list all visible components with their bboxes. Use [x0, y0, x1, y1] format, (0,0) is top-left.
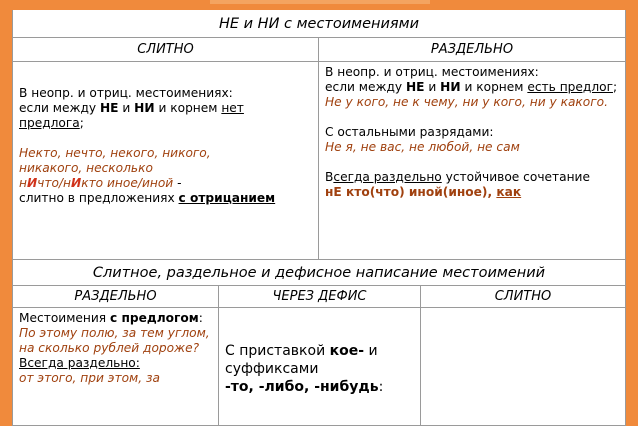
- text: как: [496, 185, 522, 199]
- text: С приставкой: [225, 343, 330, 359]
- right-example-1: [325, 95, 619, 110]
- text: Некто, нечто, некого, никого,: [19, 146, 211, 160]
- text: НИ: [134, 101, 155, 115]
- text: если между: [325, 80, 406, 94]
- text: НИ: [440, 80, 461, 94]
- text: устойчивое сочетание: [441, 170, 590, 184]
- text: В неопр. и отриц. местоимениях:: [19, 86, 233, 100]
- text: -то, -либо, -нибудь: [225, 379, 379, 395]
- text: и корнем: [154, 101, 222, 115]
- header2-defis: [219, 286, 421, 308]
- header-razdelno: [319, 38, 626, 62]
- text: н: [19, 176, 27, 190]
- right-rules-cell: [319, 62, 626, 260]
- table-title: [12, 10, 626, 38]
- text: с отрицанием: [178, 191, 276, 205]
- text: С остальными разрядами:: [325, 125, 494, 139]
- rules-table: [12, 10, 626, 426]
- text: И: [26, 176, 38, 190]
- header-slitno: [12, 38, 319, 62]
- text: Местоимения: [19, 311, 110, 325]
- top-decoration: [210, 0, 430, 4]
- text: :: [198, 311, 203, 325]
- text: есть предлог: [527, 80, 613, 94]
- left-rules-cell: [12, 62, 319, 260]
- sep-cell: [12, 308, 219, 426]
- hyph-cell: [219, 308, 421, 426]
- header2-slitno: [421, 286, 626, 308]
- text: кое-: [329, 343, 365, 359]
- right-example-2: [325, 140, 619, 155]
- sep-example-2: [19, 371, 212, 386]
- section2-title-text: Слитное, раздельное и дефисное написание местоимений: [92, 264, 546, 281]
- left-rule-2: [19, 191, 312, 206]
- text: ;: [612, 80, 618, 94]
- header2-razdelno: [12, 286, 219, 308]
- left-examples: [19, 146, 312, 191]
- right-rule-2: [325, 125, 619, 140]
- text: По этому полю, за тем углом, на сколько рублей дороже?: [19, 326, 210, 355]
- text: Всегда раздельно:: [19, 356, 140, 370]
- text: никакого, несколько: [19, 161, 153, 175]
- text: И: [71, 176, 82, 190]
- table-title-text: НЕ и НИ с местоимениями: [218, 15, 420, 32]
- header2-razdelno-label: РАЗДЕЛЬНО: [74, 289, 157, 304]
- text: и: [118, 101, 135, 115]
- text: кто иное/иной: [81, 176, 174, 190]
- text: сегда раздельно: [333, 170, 442, 184]
- text: слитно в предложениях: [19, 191, 179, 205]
- right-rule-3: [325, 170, 619, 200]
- sep-example-1: [19, 326, 212, 356]
- header-slitno-label: СЛИТНО: [137, 42, 194, 57]
- text: :: [378, 379, 384, 395]
- text: с предлогом: [109, 311, 199, 325]
- header2-defis-label: ЧЕРЕЗ ДЕФИС: [272, 289, 367, 304]
- sep-rule-1: [19, 311, 212, 326]
- text: и суффиксами: [225, 343, 378, 377]
- text: НЕ: [99, 101, 119, 115]
- header-razdelno-label: РАЗДЕЛЬНО: [430, 42, 514, 57]
- text: нЕ кто(что) иной(иное),: [325, 185, 497, 199]
- text: и: [424, 80, 441, 94]
- section2-title: [12, 260, 626, 286]
- text: если между: [19, 101, 100, 115]
- text: Не у кого, не к чему, ни у кого, ни у какого.: [325, 95, 608, 109]
- left-rule-1: [19, 86, 312, 131]
- text: от этого, при этом, за: [19, 371, 160, 385]
- text: В неопр. и отриц. местоимениях:: [325, 65, 539, 79]
- sep-rule-2: [19, 356, 212, 371]
- header2-slitno-label: СЛИТНО: [494, 289, 552, 304]
- text: Не я, не вас, не любой, не сам: [325, 140, 520, 154]
- text: что/н: [37, 176, 72, 190]
- slitno2-cell: [421, 308, 626, 426]
- text: нет предлога: [19, 101, 244, 130]
- text: НЕ: [405, 80, 425, 94]
- text: В: [325, 170, 334, 184]
- text: и корнем: [460, 80, 528, 94]
- text: ;: [79, 116, 84, 130]
- right-rule-1: [325, 65, 619, 95]
- text: -: [173, 176, 182, 190]
